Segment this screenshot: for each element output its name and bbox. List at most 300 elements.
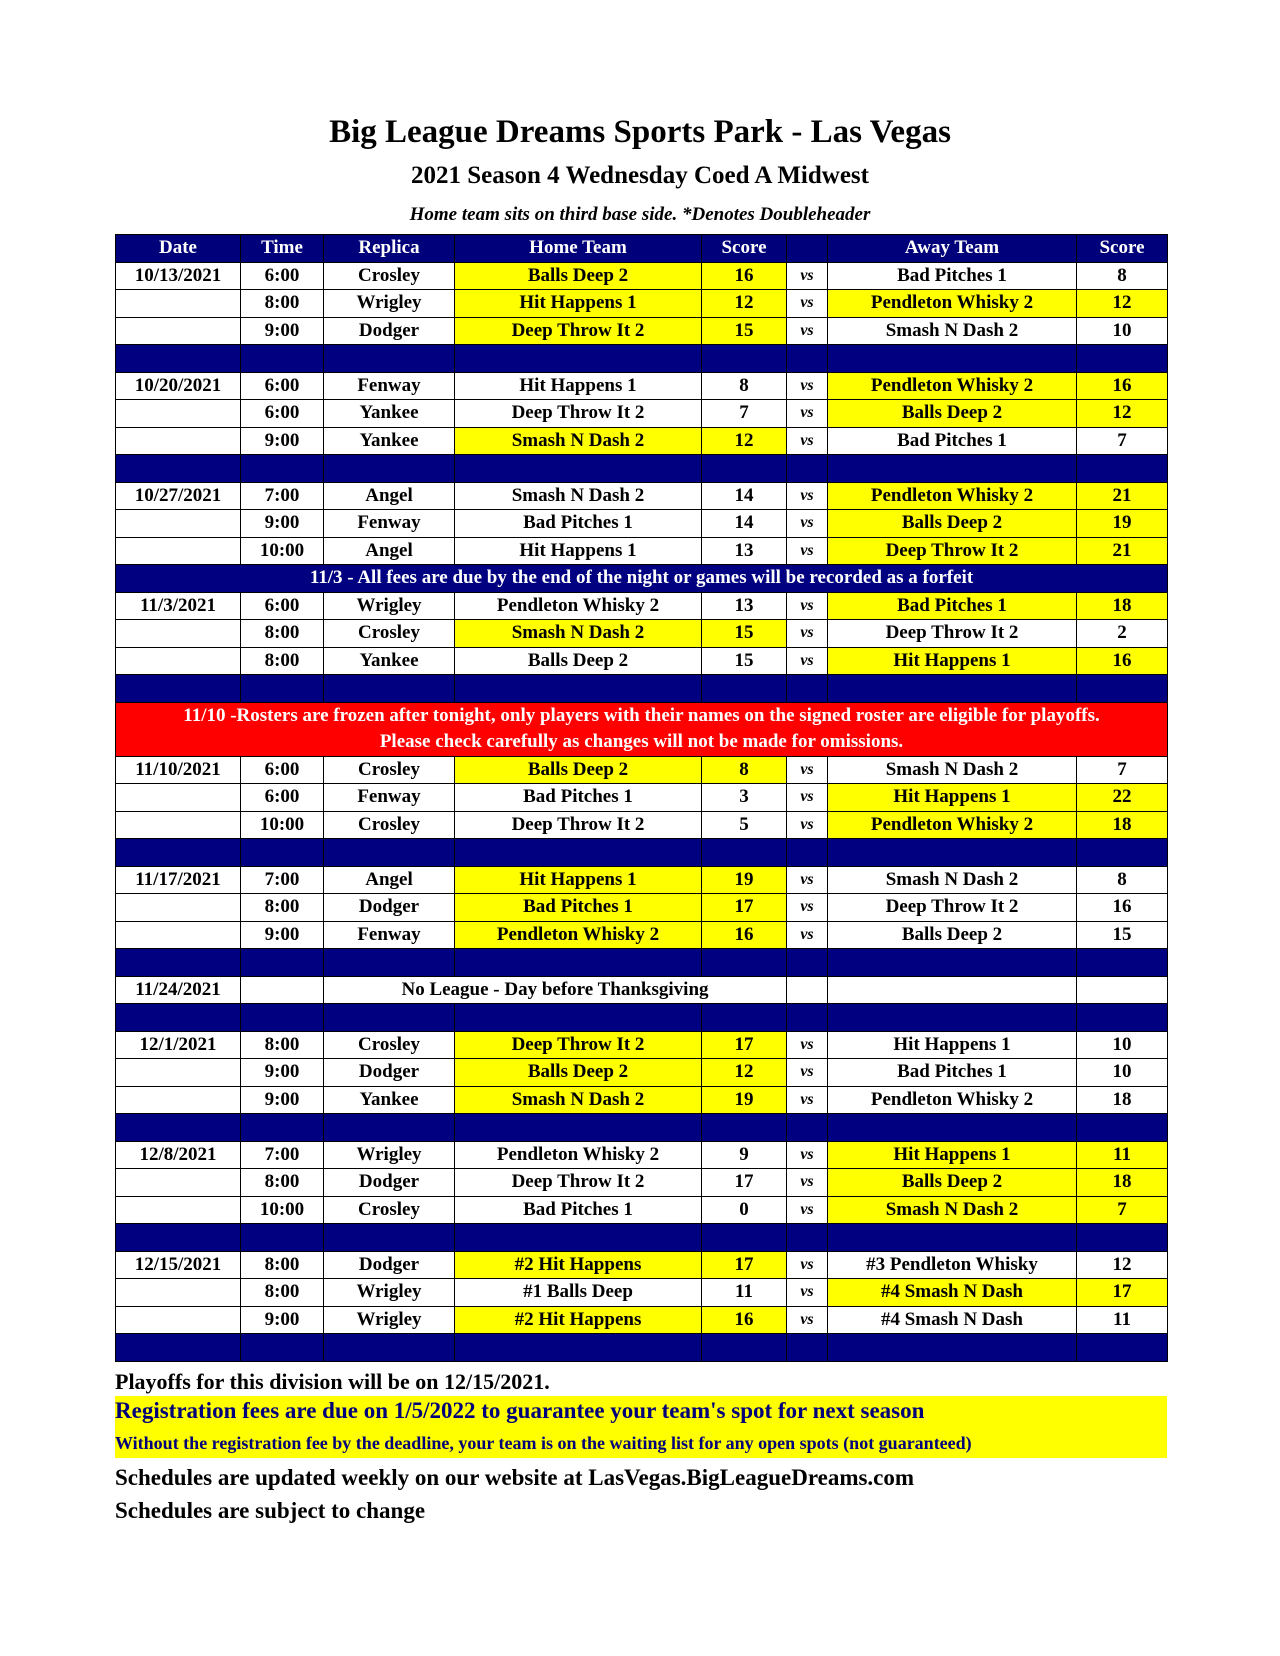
time-cell: 7:00 bbox=[241, 482, 324, 510]
separator-cell bbox=[787, 839, 828, 867]
vs-cell: vs bbox=[787, 1059, 828, 1087]
away-score-cell: 22 bbox=[1077, 784, 1168, 812]
separator-cell bbox=[455, 1224, 702, 1252]
away-team-cell: Pendleton Whisky 2 bbox=[828, 290, 1077, 318]
game-row bbox=[116, 921, 1168, 949]
home-score-cell: 15 bbox=[702, 647, 787, 675]
separator-cell bbox=[787, 1224, 828, 1252]
away-score-cell: 7 bbox=[1077, 1196, 1168, 1224]
vs-cell: vs bbox=[787, 756, 828, 784]
vs-cell: vs bbox=[787, 1306, 828, 1334]
home-score-cell: 17 bbox=[702, 894, 787, 922]
away-team-cell: Hit Happens 1 bbox=[828, 784, 1077, 812]
time-cell: 9:00 bbox=[241, 1306, 324, 1334]
home-team-cell: Deep Throw It 2 bbox=[455, 811, 702, 839]
separator-cell bbox=[1077, 1224, 1168, 1252]
time-cell: 9:00 bbox=[241, 921, 324, 949]
away-team-cell: #4 Smash N Dash bbox=[828, 1306, 1077, 1334]
separator-cell bbox=[787, 675, 828, 703]
separator-cell bbox=[455, 1334, 702, 1362]
replica-field-cell: Crosley bbox=[324, 620, 455, 648]
col-header-away-score: Score bbox=[1077, 235, 1168, 263]
home-team-cell: Smash N Dash 2 bbox=[455, 620, 702, 648]
separator-cell bbox=[116, 345, 241, 373]
date-cell bbox=[116, 1086, 241, 1114]
date-cell bbox=[116, 1279, 241, 1307]
home-score-cell: 7 bbox=[702, 400, 787, 428]
separator-cell bbox=[828, 1004, 1077, 1032]
game-row bbox=[116, 647, 1168, 675]
vs-cell: vs bbox=[787, 372, 828, 400]
separator-cell bbox=[324, 1334, 455, 1362]
separator-cell bbox=[241, 1224, 324, 1252]
separator-cell bbox=[116, 455, 241, 483]
vs-cell: vs bbox=[787, 592, 828, 620]
separator-cell bbox=[1077, 1114, 1168, 1142]
alert-line-2: Please check carefully as changes will not be made for omissions. bbox=[379, 731, 904, 752]
vs-cell: vs bbox=[787, 290, 828, 318]
away-score-cell: 12 bbox=[1077, 400, 1168, 428]
away-score-cell: 18 bbox=[1077, 1169, 1168, 1197]
separator-row bbox=[116, 675, 1168, 703]
away-team-cell: Smash N Dash 2 bbox=[828, 317, 1077, 345]
away-team-cell: Smash N Dash 2 bbox=[828, 866, 1077, 894]
home-team-cell: Hit Happens 1 bbox=[455, 537, 702, 565]
vs-cell: vs bbox=[787, 1141, 828, 1169]
away-score-cell: 16 bbox=[1077, 894, 1168, 922]
separator-cell bbox=[324, 675, 455, 703]
separator-cell bbox=[116, 1334, 241, 1362]
home-score-cell: 16 bbox=[702, 921, 787, 949]
replica-field-cell: Crosley bbox=[324, 756, 455, 784]
home-score-cell: 11 bbox=[702, 1279, 787, 1307]
date-cell: 11/24/2021 bbox=[116, 976, 241, 1004]
no-league-row bbox=[116, 976, 1168, 1004]
vs-cell: vs bbox=[787, 400, 828, 428]
home-score-cell: 13 bbox=[702, 537, 787, 565]
home-score-cell: 8 bbox=[702, 372, 787, 400]
away-score-cell: 2 bbox=[1077, 620, 1168, 648]
game-row bbox=[116, 1059, 1168, 1087]
away-score-cell: 18 bbox=[1077, 811, 1168, 839]
col-header-home-score: Score bbox=[702, 235, 787, 263]
game-row bbox=[116, 482, 1168, 510]
away-team-cell: Bad Pitches 1 bbox=[828, 427, 1077, 455]
home-score-cell: 12 bbox=[702, 427, 787, 455]
vs-cell: vs bbox=[787, 784, 828, 812]
date-cell bbox=[116, 921, 241, 949]
date-cell: 11/10/2021 bbox=[116, 756, 241, 784]
separator-cell bbox=[455, 949, 702, 977]
playoffs-note: Playoffs for this division will be on 12/15/2021. bbox=[115, 1369, 550, 1394]
separator-cell bbox=[116, 1114, 241, 1142]
separator-cell bbox=[828, 455, 1077, 483]
home-team-cell: Deep Throw It 2 bbox=[455, 400, 702, 428]
home-score-cell: 12 bbox=[702, 290, 787, 318]
separator-cell bbox=[455, 1114, 702, 1142]
separator-cell bbox=[116, 839, 241, 867]
date-cell: 11/17/2021 bbox=[116, 866, 241, 894]
replica-field-cell: Fenway bbox=[324, 372, 455, 400]
home-score-cell: 13 bbox=[702, 592, 787, 620]
change-note: Schedules are subject to change bbox=[115, 1498, 426, 1523]
home-team-cell: #2 Hit Happens bbox=[455, 1306, 702, 1334]
date-cell bbox=[116, 1169, 241, 1197]
separator-cell bbox=[324, 455, 455, 483]
date-cell bbox=[116, 537, 241, 565]
vs-cell: vs bbox=[787, 317, 828, 345]
away-score-cell: 10 bbox=[1077, 1031, 1168, 1059]
game-row bbox=[116, 427, 1168, 455]
separator-cell bbox=[1077, 949, 1168, 977]
away-team-cell: Bad Pitches 1 bbox=[828, 592, 1077, 620]
home-score-cell: 16 bbox=[702, 262, 787, 290]
away-score-cell: 10 bbox=[1077, 317, 1168, 345]
away-team-cell: Deep Throw It 2 bbox=[828, 894, 1077, 922]
col-header-home-team: Home Team bbox=[455, 235, 702, 263]
separator-cell bbox=[1077, 839, 1168, 867]
vs-cell: vs bbox=[787, 620, 828, 648]
away-score-cell: 17 bbox=[1077, 1279, 1168, 1307]
home-team-cell: Bad Pitches 1 bbox=[455, 894, 702, 922]
away-score-cell: 18 bbox=[1077, 1086, 1168, 1114]
away-team-cell: Deep Throw It 2 bbox=[828, 537, 1077, 565]
away-score-cell: 21 bbox=[1077, 482, 1168, 510]
time-cell: 7:00 bbox=[241, 866, 324, 894]
away-team-cell: Hit Happens 1 bbox=[828, 647, 1077, 675]
vs-cell: vs bbox=[787, 866, 828, 894]
time-cell: 9:00 bbox=[241, 1086, 324, 1114]
separator-cell bbox=[787, 1004, 828, 1032]
time-cell: 9:00 bbox=[241, 1059, 324, 1087]
replica-field-cell: Angel bbox=[324, 866, 455, 894]
replica-field-cell: Angel bbox=[324, 482, 455, 510]
game-row bbox=[116, 317, 1168, 345]
schedule-table bbox=[115, 234, 1168, 1362]
separator-cell bbox=[787, 949, 828, 977]
vs-cell: vs bbox=[787, 894, 828, 922]
away-team-cell: Smash N Dash 2 bbox=[828, 1196, 1077, 1224]
home-team-cell: Hit Happens 1 bbox=[455, 372, 702, 400]
date-cell bbox=[116, 647, 241, 675]
home-team-cell: Balls Deep 2 bbox=[455, 262, 702, 290]
replica-field-cell: Crosley bbox=[324, 1031, 455, 1059]
away-team-cell: Hit Happens 1 bbox=[828, 1141, 1077, 1169]
home-team-cell: Deep Throw It 2 bbox=[455, 1031, 702, 1059]
separator-row bbox=[116, 1004, 1168, 1032]
away-team-cell: Balls Deep 2 bbox=[828, 1169, 1077, 1197]
schedule-body bbox=[116, 262, 1168, 1361]
time-cell: 6:00 bbox=[241, 372, 324, 400]
away-team-cell: Pendleton Whisky 2 bbox=[828, 811, 1077, 839]
replica-field-cell: Yankee bbox=[324, 1086, 455, 1114]
home-team-cell: Balls Deep 2 bbox=[455, 647, 702, 675]
home-score-cell: 19 bbox=[702, 866, 787, 894]
time-cell: 8:00 bbox=[241, 1279, 324, 1307]
time-cell: 8:00 bbox=[241, 894, 324, 922]
separator-cell bbox=[455, 839, 702, 867]
vs-cell: vs bbox=[787, 811, 828, 839]
time-cell: 9:00 bbox=[241, 317, 324, 345]
away-score-cell: 18 bbox=[1077, 592, 1168, 620]
replica-field-cell: Wrigley bbox=[324, 592, 455, 620]
home-team-cell: Smash N Dash 2 bbox=[455, 482, 702, 510]
separator-cell bbox=[787, 1114, 828, 1142]
separator-cell bbox=[787, 345, 828, 373]
away-score-cell: 15 bbox=[1077, 921, 1168, 949]
separator-row bbox=[116, 839, 1168, 867]
away-team-cell: Smash N Dash 2 bbox=[828, 756, 1077, 784]
away-score-cell: 11 bbox=[1077, 1141, 1168, 1169]
away-score-cell: 7 bbox=[1077, 756, 1168, 784]
game-row bbox=[116, 811, 1168, 839]
home-score-cell: 17 bbox=[702, 1169, 787, 1197]
date-cell: 10/27/2021 bbox=[116, 482, 241, 510]
away-team-cell: Hit Happens 1 bbox=[828, 1031, 1077, 1059]
replica-field-cell: Dodger bbox=[324, 1169, 455, 1197]
game-row bbox=[116, 1196, 1168, 1224]
separator-cell bbox=[702, 1334, 787, 1362]
separator-cell bbox=[828, 345, 1077, 373]
time-cell: 8:00 bbox=[241, 1169, 324, 1197]
home-score-cell: 14 bbox=[702, 510, 787, 538]
time-cell: 10:00 bbox=[241, 811, 324, 839]
game-row bbox=[116, 592, 1168, 620]
away-score-cell: 12 bbox=[1077, 290, 1168, 318]
header-row bbox=[116, 235, 1168, 263]
separator-row bbox=[116, 1114, 1168, 1142]
vs-cell: vs bbox=[787, 1196, 828, 1224]
separator-cell bbox=[828, 675, 1077, 703]
time-cell: 10:00 bbox=[241, 1196, 324, 1224]
home-score-cell: 9 bbox=[702, 1141, 787, 1169]
game-row bbox=[116, 1031, 1168, 1059]
time-cell: 6:00 bbox=[241, 784, 324, 812]
separator-row bbox=[116, 949, 1168, 977]
alert-line-1: 11/10 -Rosters are frozen after tonight, only players with their names on the signed roster are eligible for playoffs. bbox=[183, 705, 1100, 726]
separator-cell bbox=[116, 1004, 241, 1032]
home-team-cell: #2 Hit Happens bbox=[455, 1251, 702, 1279]
home-team-cell: Pendleton Whisky 2 bbox=[455, 1141, 702, 1169]
page-subtitle: 2021 Season 4 Wednesday Coed A Midwest bbox=[411, 162, 869, 189]
away-team-cell: Deep Throw It 2 bbox=[828, 620, 1077, 648]
game-row bbox=[116, 756, 1168, 784]
replica-field-cell: Crosley bbox=[324, 811, 455, 839]
away-team-cell: Balls Deep 2 bbox=[828, 921, 1077, 949]
away-score-cell: 8 bbox=[1077, 262, 1168, 290]
separator-cell bbox=[241, 345, 324, 373]
time-cell bbox=[241, 976, 324, 1004]
separator-cell bbox=[241, 455, 324, 483]
separator-cell bbox=[455, 455, 702, 483]
separator-cell bbox=[1077, 1334, 1168, 1362]
game-row bbox=[116, 1086, 1168, 1114]
replica-field-cell: Fenway bbox=[324, 510, 455, 538]
home-score-cell: 14 bbox=[702, 482, 787, 510]
date-cell bbox=[116, 894, 241, 922]
separator-row bbox=[116, 1224, 1168, 1252]
separator-row bbox=[116, 345, 1168, 373]
separator-cell bbox=[702, 455, 787, 483]
time-cell: 8:00 bbox=[241, 290, 324, 318]
website-note: Schedules are updated weekly on our website at LasVegas.BigLeagueDreams.com bbox=[115, 1465, 915, 1490]
separator-cell bbox=[455, 675, 702, 703]
away-score-cell: 19 bbox=[1077, 510, 1168, 538]
game-row bbox=[116, 1169, 1168, 1197]
vs-cell: vs bbox=[787, 1031, 828, 1059]
replica-field-cell: Crosley bbox=[324, 262, 455, 290]
separator-cell bbox=[702, 1114, 787, 1142]
away-score-cell bbox=[1077, 976, 1168, 1004]
notice-row bbox=[116, 565, 1168, 593]
col-header-away-team: Away Team bbox=[828, 235, 1077, 263]
separator-cell bbox=[828, 1114, 1077, 1142]
game-row bbox=[116, 784, 1168, 812]
col-header-date: Date bbox=[116, 235, 241, 263]
home-team-cell: Bad Pitches 1 bbox=[455, 1196, 702, 1224]
game-row bbox=[116, 866, 1168, 894]
schedule-note: Home team sits on third base side. *Denotes Doubleheader bbox=[409, 204, 871, 225]
home-team-cell: Pendleton Whisky 2 bbox=[455, 592, 702, 620]
date-cell bbox=[116, 290, 241, 318]
separator-cell bbox=[324, 1114, 455, 1142]
separator-cell bbox=[241, 675, 324, 703]
separator-cell bbox=[241, 1004, 324, 1032]
replica-field-cell: Wrigley bbox=[324, 1279, 455, 1307]
date-cell bbox=[116, 811, 241, 839]
home-team-cell: Hit Happens 1 bbox=[455, 866, 702, 894]
time-cell: 8:00 bbox=[241, 1251, 324, 1279]
vs-cell: vs bbox=[787, 1169, 828, 1197]
game-row bbox=[116, 262, 1168, 290]
time-cell: 9:00 bbox=[241, 510, 324, 538]
home-score-cell: 16 bbox=[702, 1306, 787, 1334]
away-team-cell: #4 Smash N Dash bbox=[828, 1279, 1077, 1307]
away-team-cell bbox=[828, 976, 1077, 1004]
waiting-list-note: Without the registration fee by the deadline, your team is on the waiting list for any open spots (not guaranteed) bbox=[115, 1433, 972, 1453]
vs-cell: vs bbox=[787, 537, 828, 565]
time-cell: 7:00 bbox=[241, 1141, 324, 1169]
replica-field-cell: Fenway bbox=[324, 784, 455, 812]
separator-cell bbox=[828, 949, 1077, 977]
home-team-cell: Bad Pitches 1 bbox=[455, 510, 702, 538]
replica-field-cell: Wrigley bbox=[324, 290, 455, 318]
registration-note: Registration fees are due on 1/5/2022 to guarantee your team's spot for next season bbox=[115, 1398, 925, 1423]
separator-cell bbox=[1077, 675, 1168, 703]
separator-cell bbox=[455, 1004, 702, 1032]
time-cell: 8:00 bbox=[241, 620, 324, 648]
time-cell: 6:00 bbox=[241, 592, 324, 620]
time-cell: 10:00 bbox=[241, 537, 324, 565]
date-cell bbox=[116, 317, 241, 345]
separator-cell bbox=[1077, 345, 1168, 373]
date-cell bbox=[116, 1196, 241, 1224]
game-row bbox=[116, 1306, 1168, 1334]
home-score-cell: 8 bbox=[702, 756, 787, 784]
separator-cell bbox=[324, 1004, 455, 1032]
separator-cell bbox=[241, 949, 324, 977]
date-cell: 11/3/2021 bbox=[116, 592, 241, 620]
separator-cell bbox=[1077, 455, 1168, 483]
separator-cell bbox=[116, 949, 241, 977]
away-score-cell: 8 bbox=[1077, 866, 1168, 894]
home-team-cell: Pendleton Whisky 2 bbox=[455, 921, 702, 949]
replica-field-cell: Yankee bbox=[324, 647, 455, 675]
separator-cell bbox=[116, 1224, 241, 1252]
time-cell: 6:00 bbox=[241, 262, 324, 290]
home-score-cell: 15 bbox=[702, 620, 787, 648]
vs-cell: vs bbox=[787, 921, 828, 949]
date-cell: 12/1/2021 bbox=[116, 1031, 241, 1059]
game-row bbox=[116, 1279, 1168, 1307]
away-score-cell: 12 bbox=[1077, 1251, 1168, 1279]
separator-cell bbox=[324, 839, 455, 867]
date-cell: 10/13/2021 bbox=[116, 262, 241, 290]
separator-cell bbox=[702, 1004, 787, 1032]
game-row bbox=[116, 290, 1168, 318]
separator-cell bbox=[116, 675, 241, 703]
home-team-cell: Bad Pitches 1 bbox=[455, 784, 702, 812]
separator-cell bbox=[241, 1334, 324, 1362]
time-cell: 6:00 bbox=[241, 756, 324, 784]
alert-row bbox=[116, 702, 1168, 756]
separator-cell bbox=[828, 1334, 1077, 1362]
away-score-cell: 16 bbox=[1077, 647, 1168, 675]
separator-cell bbox=[702, 345, 787, 373]
away-team-cell: Pendleton Whisky 2 bbox=[828, 372, 1077, 400]
separator-cell bbox=[702, 949, 787, 977]
separator-cell bbox=[828, 839, 1077, 867]
away-team-cell: Balls Deep 2 bbox=[828, 510, 1077, 538]
away-team-cell: #3 Pendleton Whisky bbox=[828, 1251, 1077, 1279]
home-team-cell: #1 Balls Deep bbox=[455, 1279, 702, 1307]
vs-cell: vs bbox=[787, 1086, 828, 1114]
date-cell: 12/8/2021 bbox=[116, 1141, 241, 1169]
replica-field-cell: Dodger bbox=[324, 317, 455, 345]
replica-field-cell: Yankee bbox=[324, 427, 455, 455]
col-header-replica: Replica bbox=[324, 235, 455, 263]
separator-cell bbox=[241, 839, 324, 867]
separator-cell bbox=[702, 675, 787, 703]
game-row bbox=[116, 372, 1168, 400]
separator-cell bbox=[787, 1334, 828, 1362]
time-cell: 9:00 bbox=[241, 427, 324, 455]
away-team-cell: Pendleton Whisky 2 bbox=[828, 1086, 1077, 1114]
home-team-cell: Balls Deep 2 bbox=[455, 1059, 702, 1087]
date-cell: 12/15/2021 bbox=[116, 1251, 241, 1279]
separator-cell bbox=[241, 1114, 324, 1142]
vs-cell bbox=[787, 976, 828, 1004]
game-row bbox=[116, 1251, 1168, 1279]
replica-field-cell: Dodger bbox=[324, 1059, 455, 1087]
home-team-cell: Hit Happens 1 bbox=[455, 290, 702, 318]
away-team-cell: Pendleton Whisky 2 bbox=[828, 482, 1077, 510]
vs-cell: vs bbox=[787, 1279, 828, 1307]
date-cell bbox=[116, 400, 241, 428]
separator-row bbox=[116, 1334, 1168, 1362]
time-cell: 6:00 bbox=[241, 400, 324, 428]
home-team-cell: Deep Throw It 2 bbox=[455, 317, 702, 345]
alert-cell bbox=[116, 702, 1168, 756]
date-cell bbox=[116, 784, 241, 812]
separator-cell bbox=[324, 1224, 455, 1252]
page-title: Big League Dreams Sports Park - Las Vegas bbox=[329, 114, 951, 150]
replica-field-cell: Fenway bbox=[324, 921, 455, 949]
no-league-text: No League - Day before Thanksgiving bbox=[324, 976, 787, 1004]
home-score-cell: 19 bbox=[702, 1086, 787, 1114]
date-cell bbox=[116, 1059, 241, 1087]
vs-cell: vs bbox=[787, 427, 828, 455]
